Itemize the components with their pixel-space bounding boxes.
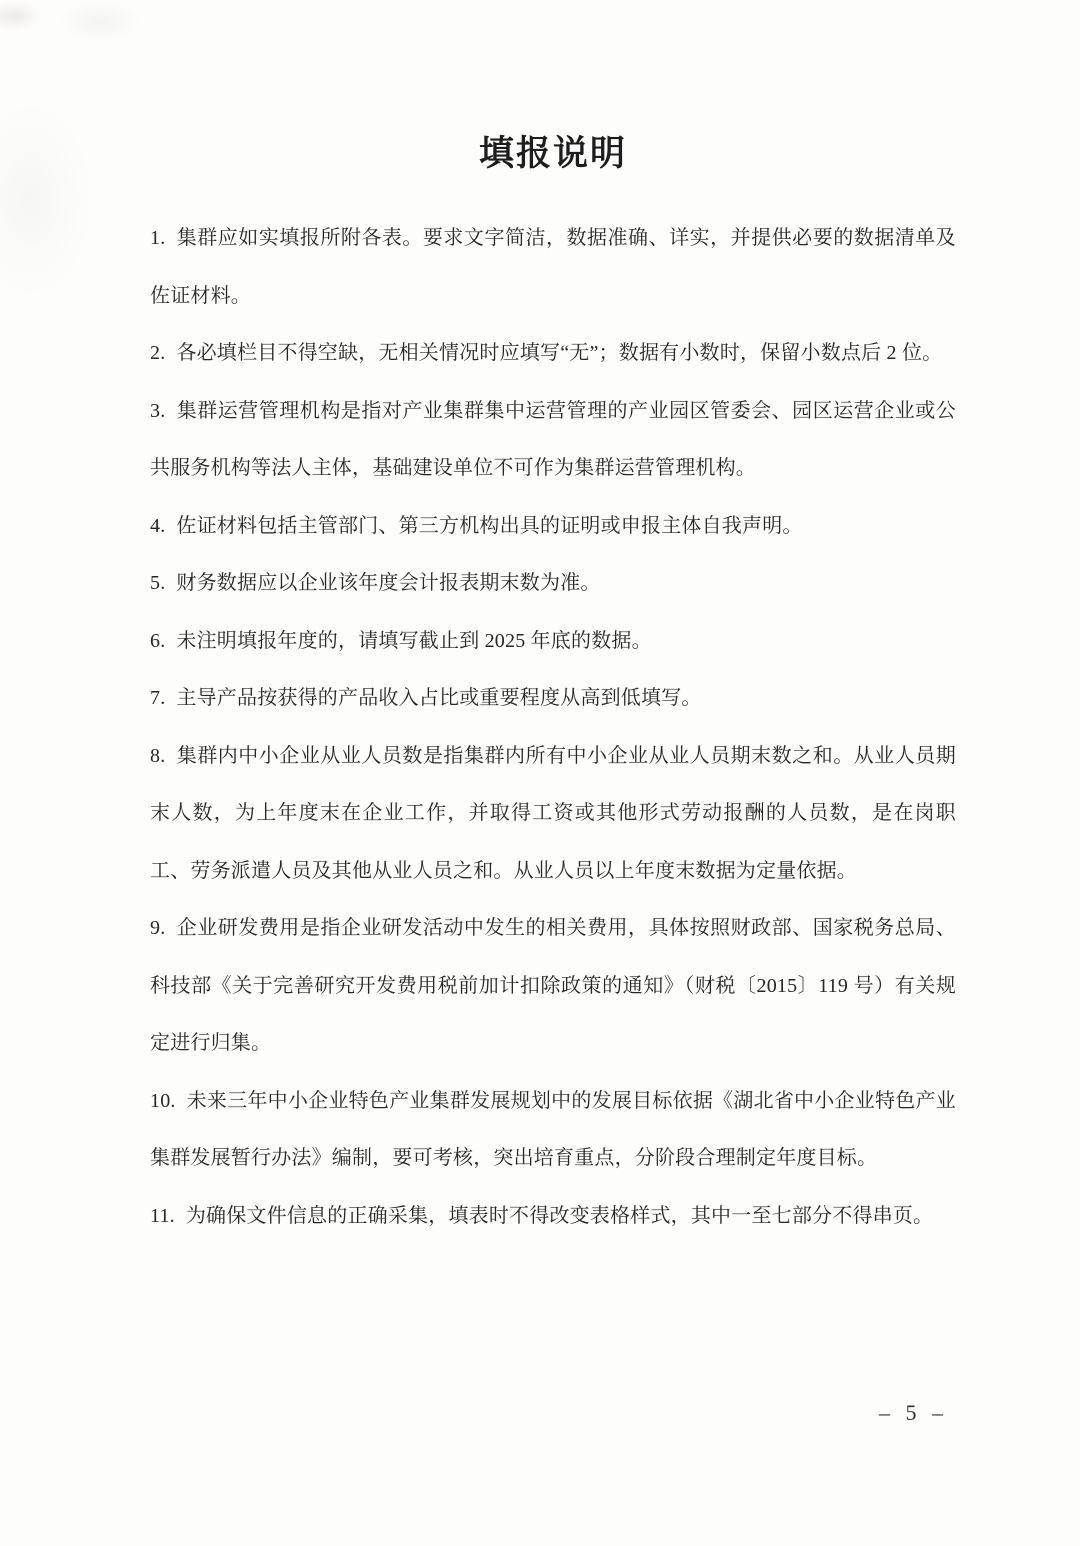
instruction-item-4 (150, 498, 956, 556)
item-number: 6. (150, 629, 166, 652)
item-text: 企业研发费用是指企业研发活动中发生的相关费用，具体按照财政部、国家税务总局、科技部《关于完善研究开发费用税前加计扣除政策的通知》（财税〔2015〕119 号）有关规定进行归集。 (150, 917, 956, 1054)
instruction-item-3 (150, 383, 956, 498)
item-text: 集群应如实填报所附各表。要求文字简洁，数据准确、详实，并提供必要的数据清单及佐证材料。 (150, 227, 956, 307)
instruction-list (150, 210, 956, 1245)
instruction-item-7 (150, 670, 956, 728)
document-content (150, 130, 956, 1245)
item-number: 8. (150, 744, 166, 767)
item-number: 7. (150, 687, 166, 709)
item-text: 佐证材料包括主管部门、第三方机构出具的证明或申报主体自我声明。 (176, 514, 803, 537)
instruction-item-11 (150, 1188, 956, 1246)
item-number: 9. (150, 917, 166, 939)
instruction-item-5 (150, 555, 956, 613)
item-text: 各必填栏目不得空缺，无相关情况时应填写“无”；数据有小数时，保留小数点后 2 位。 (176, 342, 943, 364)
item-number: 11. (150, 1204, 175, 1227)
item-text: 未注明填报年度的，请填写截止到 2025 年底的数据。 (176, 629, 652, 652)
instruction-item-6 (150, 613, 956, 671)
instruction-item-10 (150, 1073, 956, 1188)
item-text: 集群内中小企业从业人员数是指集群内所有中小企业从业人员期末数之和。从业人员期末人数，为上年度末在企业工作，并取得工资或其他形式劳动报酬的人员数，是在岗职工、劳务派遣人员及其他从业人员之和。从业人员以上年度末数据为定量依据。 (150, 744, 956, 882)
item-number: 1. (150, 227, 166, 249)
page-title: 填报说明 (478, 134, 627, 173)
item-number: 4. (150, 514, 166, 537)
item-number: 3. (150, 399, 166, 422)
item-number: 10. (150, 1089, 176, 1112)
item-text: 集群运营管理机构是指对产业集群集中运营管理的产业园区管委会、园区运营企业或公共服务机构等法人主体，基础建设单位不可作为集群运营管理机构。 (150, 399, 956, 479)
item-text: 为确保文件信息的正确采集，填表时不得改变表格样式，其中一至七部分不得串页。 (185, 1204, 934, 1227)
item-number: 2. (150, 342, 166, 364)
instruction-item-2 (150, 325, 956, 383)
instruction-item-1 (150, 210, 956, 325)
item-number: 5. (150, 572, 166, 594)
instruction-item-8 (150, 728, 956, 901)
page-number: – 5 – (879, 1400, 948, 1425)
item-text: 未来三年中小企业特色产业集群发展规划中的发展目标依据《湖北省中小企业特色产业集群发展暂行办法》编制，要可考核，突出培育重点，分阶段合理制定年度目标。 (150, 1089, 956, 1169)
item-text: 主导产品按获得的产品收入占比或重要程度从高到低填写。 (176, 687, 702, 709)
instruction-item-9 (150, 900, 956, 1073)
item-text: 财务数据应以企业该年度会计报表期末数为准。 (176, 572, 601, 594)
